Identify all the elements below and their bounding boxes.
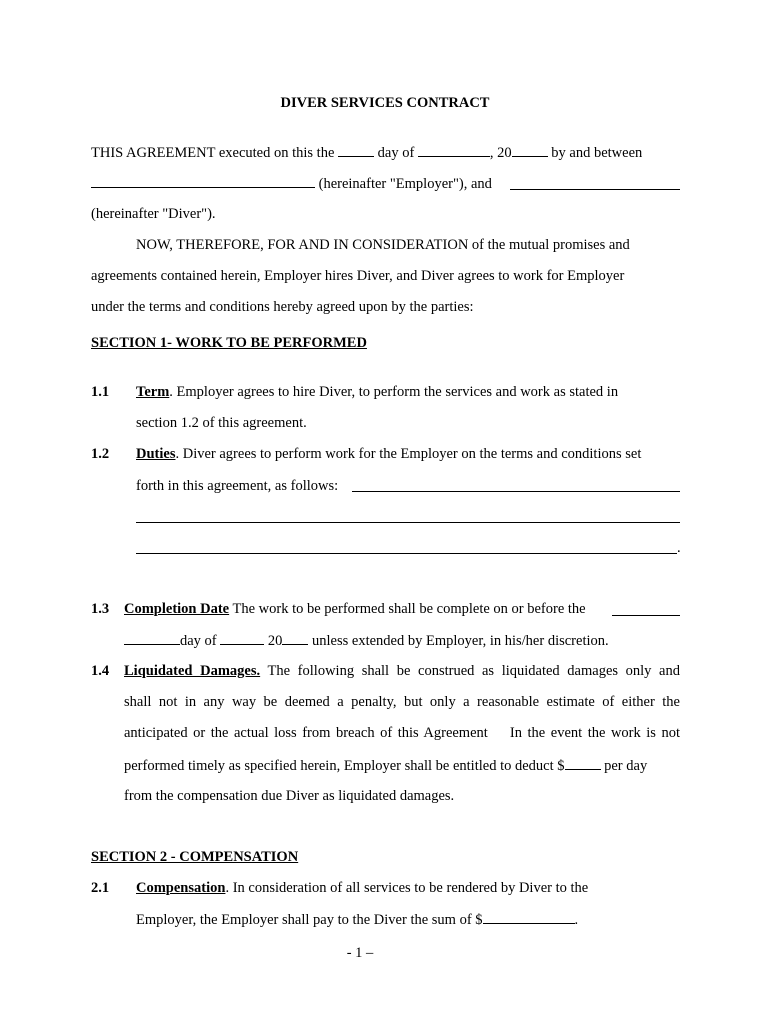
clause-1-3-number: 1.3 bbox=[91, 601, 110, 617]
contract-title: DIVER SERVICES CONTRACT bbox=[280, 95, 490, 111]
clause-1-1-term: Term bbox=[136, 384, 170, 400]
clause-2-1-term: Compensation bbox=[136, 880, 226, 896]
clause-1-1-line-2: section 1.2 of this agreement. bbox=[136, 415, 307, 431]
intro-line-1 bbox=[91, 143, 642, 162]
clause-1-2-line-2: forth in this agreement, as follows: bbox=[136, 478, 339, 494]
intro-line-3: (hereinafter "Diver"). bbox=[91, 206, 216, 222]
compensation-amount-blank[interactable] bbox=[483, 910, 575, 924]
clause-1-4-line-3: anticipated or the actual loss from breach of this Agreement In the event the work is not bbox=[124, 725, 680, 741]
clause-1-4-deduct-text: performed timely as specified herein, Employer shall be entitled to deduct $ bbox=[124, 758, 565, 774]
clause-1-3-day-of: day of bbox=[180, 633, 217, 649]
completion-year-blank[interactable] bbox=[282, 631, 308, 645]
clause-2-1-sum-text: Employer, the Employer shall pay to the Diver the sum of $ bbox=[136, 912, 483, 928]
month-blank[interactable] bbox=[418, 143, 490, 157]
consideration-line-2: agreements contained herein, Employer hires Diver, and Diver agrees to work for Employer bbox=[91, 268, 625, 284]
clause-1-2-term: Duties bbox=[136, 446, 176, 462]
page-number: - 1 – bbox=[346, 945, 374, 961]
clause-1-1-text: . Employer agrees to hire Diver, to perform the services and work as stated in bbox=[169, 384, 619, 400]
clause-2-1-number: 2.1 bbox=[91, 880, 110, 896]
clause-1-2-line-1 bbox=[136, 445, 641, 463]
intro-text-a: THIS AGREEMENT executed on this the bbox=[91, 145, 335, 161]
employer-name-blank[interactable] bbox=[91, 174, 315, 188]
intro-employer-text: (hereinafter "Employer"), and bbox=[318, 176, 492, 192]
consideration-line-3: under the terms and conditions hereby agreed upon by the parties: bbox=[91, 299, 474, 315]
clause-2-1-line-1 bbox=[136, 879, 588, 897]
section-2-heading: SECTION 2 - COMPENSATION bbox=[91, 849, 299, 865]
clause-1-2-text: . Diver agrees to perform work for the Employer on the terms and conditions set bbox=[175, 446, 642, 462]
completion-day-blank[interactable] bbox=[124, 631, 180, 645]
clause-1-2-number: 1.2 bbox=[91, 446, 110, 462]
clause-1-4-line-5: from the compensation due Diver as liquidated damages. bbox=[124, 788, 455, 804]
clause-1-1-line-1 bbox=[136, 383, 618, 401]
year-blank[interactable] bbox=[512, 143, 548, 157]
clause-2-1-line-2 bbox=[136, 910, 578, 929]
clause-1-3-line-1 bbox=[124, 600, 586, 618]
clause-1-4-term: Liquidated Damages. bbox=[124, 663, 261, 679]
clause-2-1-text: . In consideration of all services to be rendered by Diver to the bbox=[225, 880, 589, 896]
clause-1-4-line-4 bbox=[124, 756, 647, 775]
duties-end-period: . bbox=[677, 540, 681, 556]
day-blank[interactable] bbox=[338, 143, 374, 157]
clause-1-3-term: Completion Date bbox=[124, 601, 230, 617]
clause-1-4-line-2: shall not in any way be deemed a penalty, but only a reasonable estimate of either the bbox=[124, 694, 680, 710]
damages-amount-blank[interactable] bbox=[565, 756, 601, 770]
clause-2-1-period: . bbox=[574, 912, 579, 928]
diver-name-blank[interactable] bbox=[510, 189, 680, 190]
completion-date-blank[interactable] bbox=[612, 615, 680, 616]
clause-1-1-number: 1.1 bbox=[91, 384, 110, 400]
duties-blank-3[interactable] bbox=[136, 553, 677, 554]
intro-text-d: by and between bbox=[551, 145, 643, 161]
section-1-heading: SECTION 1- WORK TO BE PERFORMED bbox=[91, 335, 367, 351]
clause-1-3-twenty: 20 bbox=[267, 633, 283, 649]
clause-1-4-number: 1.4 bbox=[91, 663, 110, 679]
clause-1-4-text: The following shall be construed as liquidated damages only and bbox=[267, 663, 680, 679]
intro-text-c: , 20 bbox=[489, 145, 512, 161]
intro-line-2 bbox=[91, 174, 492, 193]
consideration-line-1: NOW, THEREFORE, FOR AND IN CONSIDERATION of the mutual promises and bbox=[136, 237, 630, 253]
clause-1-3-line-2 bbox=[124, 631, 609, 650]
duties-blank-1[interactable] bbox=[352, 491, 680, 492]
clause-1-3-unless: unless extended by Employer, in his/her discretion. bbox=[312, 633, 609, 649]
clause-1-4-line-1 bbox=[124, 662, 680, 680]
completion-month-blank[interactable] bbox=[220, 631, 264, 645]
clause-1-3-text: The work to be performed shall be complete on or before the bbox=[232, 601, 586, 617]
duties-blank-2[interactable] bbox=[136, 522, 680, 523]
intro-text-b: day of bbox=[377, 145, 415, 161]
clause-1-4-per-day: per day bbox=[604, 758, 648, 774]
